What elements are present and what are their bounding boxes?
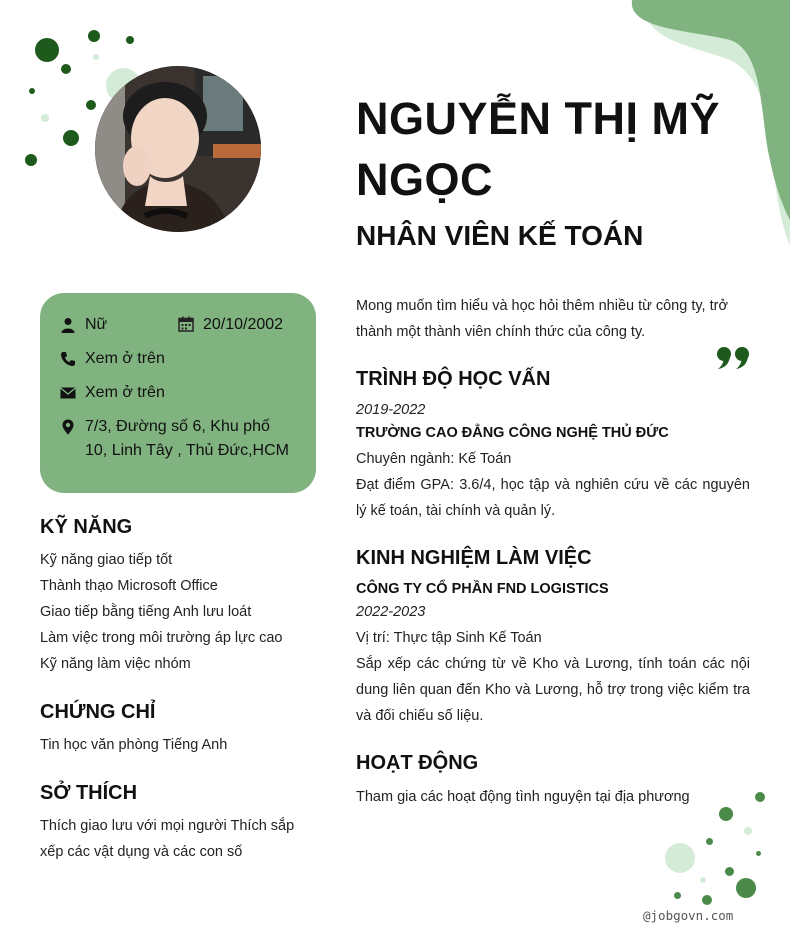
user-icon — [60, 317, 76, 333]
experience-detail: Sắp xếp các chứng từ về Kho và Lương, tính toán các nội dung liên quan đến Kho và Lương, hỗ trợ trong việc kiểm tra và đối chiếu số liệu. — [356, 656, 750, 724]
email-value: Xem ở trên — [85, 384, 165, 401]
skill-item: Giao tiếp bằng tiếng Anh lưu loát — [40, 604, 252, 620]
phone-icon — [60, 351, 76, 367]
skills-heading: KỸ NĂNG — [40, 516, 133, 538]
experience-heading: KINH NGHIỆM LÀM VIỆC — [356, 547, 592, 569]
hobbies-heading: SỞ THÍCH — [40, 782, 138, 804]
experience-company: CÔNG TY CỔ PHẦN FND LOGISTICS — [356, 581, 609, 597]
certificate-item: Tin học văn phòng Tiếng Anh — [40, 737, 228, 753]
job-title: NHÂN VIÊN KẾ TOÁN — [356, 220, 644, 251]
gender-value: Nữ — [85, 316, 108, 333]
watermark: @jobgovn.com — [643, 908, 734, 923]
skill-item: Kỹ năng giao tiếp tốt — [40, 552, 173, 568]
phone-value: Xem ở trên — [85, 350, 165, 367]
experience-period: 2022-2023 — [356, 604, 426, 620]
skill-item: Làm việc trong môi trường áp lực cao — [40, 630, 283, 646]
skill-item: Thành thạo Microsoft Office — [40, 578, 218, 594]
hobbies-line-2: xếp các vật dụng và các con số — [40, 844, 243, 860]
education-major: Chuyên ngành: Kế Toán — [356, 451, 512, 467]
address-line-1: 7/3, Đường số 6, Khu phố — [85, 418, 270, 435]
activities-detail: Tham gia các hoạt động tình nguyện tại địa phương — [356, 789, 690, 805]
mail-icon — [60, 385, 76, 401]
activities-heading: HOẠT ĐỘNG — [356, 752, 479, 774]
education-detail: Đạt điểm GPA: 3.6/4, học tập và nghiên cứu về các nguyên lý kế toán, tài chính và quản lý. — [356, 477, 750, 519]
education-heading: TRÌNH ĐỘ HỌC VẤN — [356, 368, 551, 390]
certificates-heading: CHỨNG CHỈ — [40, 701, 156, 723]
skill-item: Kỹ năng làm việc nhóm — [40, 656, 191, 672]
education-school: TRƯỜNG CAO ĐẲNG CÔNG NGHỆ THỦ ĐỨC — [356, 425, 669, 441]
career-objective: Mong muốn tìm hiểu và học hỏi thêm nhiều từ công ty, trở thành một thành viên chính thức của công ty. — [356, 298, 728, 340]
experience-position: Vị trí: Thực tập Sinh Kế Toán — [356, 630, 542, 646]
address-line-2: 10, Linh Tây , Thủ Đức,HCM — [85, 442, 289, 459]
profile-photo — [95, 66, 261, 232]
birthdate-value: 20/10/2002 — [203, 316, 284, 333]
candidate-name: NGUYỄN THỊ MỸ NGỌC — [356, 93, 721, 205]
quote-icon — [716, 346, 750, 370]
contact-card — [40, 293, 316, 493]
education-period: 2019-2022 — [356, 402, 426, 418]
map-pin-icon — [60, 419, 76, 435]
calendar-icon — [178, 316, 194, 332]
hobbies-line-1: Thích giao lưu với mọi người Thích sắp — [40, 818, 295, 834]
